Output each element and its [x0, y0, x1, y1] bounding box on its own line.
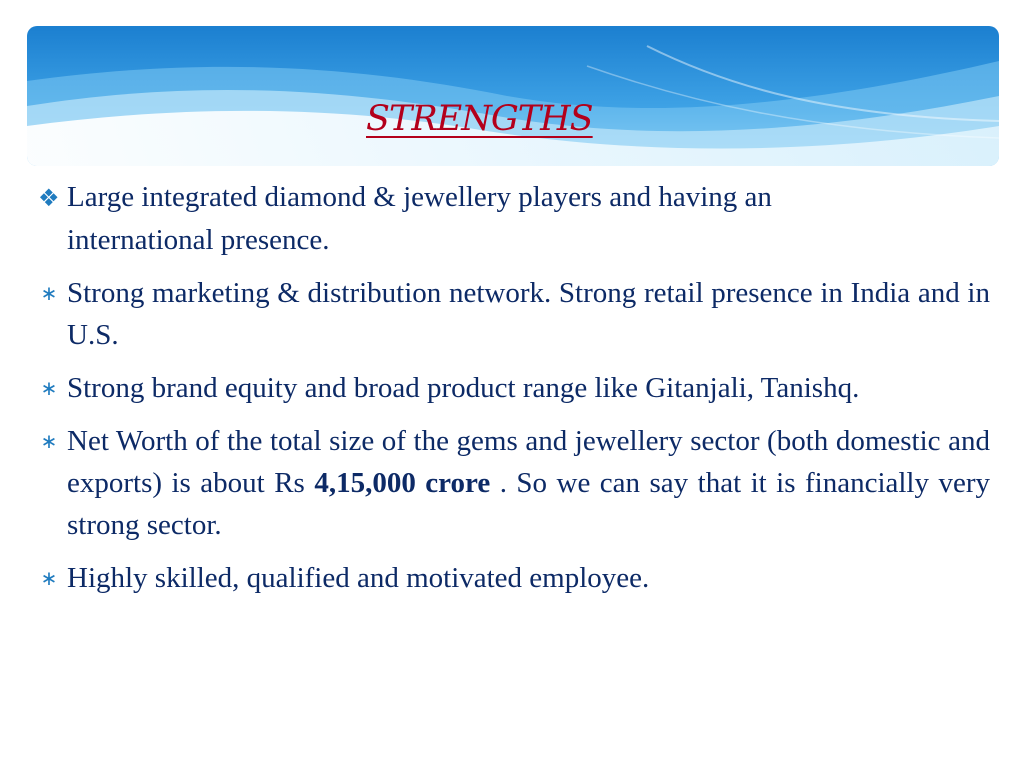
- asterisk-bullet-icon: ∗: [40, 429, 58, 453]
- bullet-item-net-worth: [38, 420, 990, 546]
- asterisk-bullet-icon: ∗: [40, 376, 58, 400]
- bullet-text-before: Net Worth of the total size of the gems and jewellery sector (both domestic and exports) is about Rs: [67, 425, 990, 499]
- bullet-text: Strong marketing & distribution network. Strong retail presence in India and in U.S.: [67, 277, 990, 351]
- bullet-item-brand-equity: [38, 367, 990, 409]
- bullet-text-line-2: international presence.: [67, 224, 330, 256]
- bullet-text-line-1: Large integrated diamond & jewellery players and having an: [67, 181, 772, 213]
- bullet-item-marketing: [38, 272, 990, 356]
- asterisk-bullet-icon: ∗: [40, 566, 58, 590]
- bullet-text-after: . So we can say that it is financially very strong sector.: [67, 467, 990, 541]
- asterisk-bullet-icon: ∗: [40, 281, 58, 305]
- bullet-item-integrated-players: [38, 176, 990, 261]
- bullet-item-employees: [38, 557, 990, 599]
- bullet-text: Strong brand equity and broad product range like Gitanjali, Tanishq.: [67, 372, 860, 404]
- diamond-bullet-icon: ❖: [38, 184, 60, 212]
- bullet-list: [38, 176, 990, 610]
- net-worth-value: 4,15,000 crore: [314, 467, 491, 499]
- slide-title: STRENGTHS: [366, 99, 593, 139]
- bullet-text: Highly skilled, qualified and motivated employee.: [67, 562, 650, 594]
